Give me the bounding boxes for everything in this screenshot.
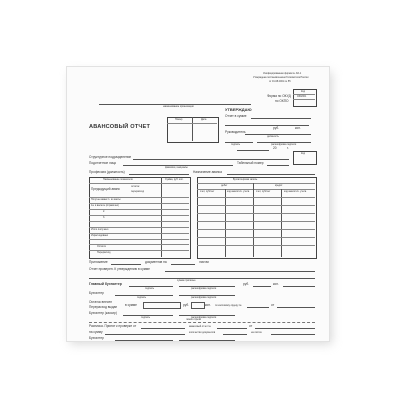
in-amount-label: в сумме — [125, 303, 137, 307]
summary-row-label: Итого получено — [91, 228, 109, 231]
summary-row-label: Предыдущий аванс — [91, 187, 120, 191]
receipt-from-word: от — [249, 324, 253, 328]
report-number-line — [217, 328, 247, 329]
profession-line — [129, 174, 189, 175]
sum-words-caption: сумма прописью — [177, 278, 196, 282]
on-sheets-label: на листах — [251, 330, 262, 334]
report-sum-label: Отчет в сумме — [225, 114, 247, 118]
okud-label: Форма по ОКУД — [267, 94, 291, 98]
checked-sum-words-line — [89, 278, 315, 279]
accounting-row-line — [197, 237, 315, 238]
code-header: Код — [301, 89, 306, 93]
accountant-decoding-caption: расшифровка подписи — [191, 295, 217, 299]
chief-signature-caption: подпись — [145, 286, 155, 290]
remainder-deposited-label: Остаток внесен — [89, 300, 113, 304]
sheets-label: листах — [199, 260, 210, 264]
kop-amount-box — [191, 302, 205, 309]
from-label: от — [271, 303, 275, 307]
decoding-caption: расшифровка подписи — [271, 142, 297, 146]
cash-order-date-line — [277, 307, 315, 308]
accounting-row-line — [197, 229, 315, 230]
cashier-decoding-caption: расшифровка подписи — [191, 315, 217, 319]
signature-caption: подпись — [231, 142, 241, 146]
fio-caption: фамилия, инициалы — [165, 165, 188, 169]
credit-label: кредит — [275, 184, 283, 187]
summary-row-label: Остаток — [97, 245, 106, 248]
summary-row-line — [89, 221, 189, 222]
summary-row-label: Израсходовано — [91, 234, 109, 237]
kop-amount-line — [283, 286, 315, 287]
structural-unit-label: Структурное подразделение — [89, 155, 132, 159]
summary-row-label: остаток — [131, 185, 140, 188]
chief-decoding-caption: расшифровка подписи — [191, 286, 217, 290]
receipt-label: Расписка. Принят к проверке от — [89, 324, 137, 328]
tabel-number-line — [267, 165, 289, 166]
year-word: г. — [287, 146, 289, 150]
accounting-entry-header: Бухгалтерская запись — [233, 178, 258, 181]
number-date-divider — [167, 123, 217, 124]
rub-label: руб. — [273, 125, 280, 130]
accountant-signature-caption: подпись — [137, 295, 147, 299]
number-column-label: Номер — [175, 118, 183, 121]
kop-label-3: коп. — [205, 303, 211, 307]
cashier-label: Бухгалтер (кассир) — [89, 311, 117, 315]
summary-row-label: 3. — [103, 216, 105, 219]
summary-row-label: Получен аванс 1. из кассы — [91, 198, 121, 201]
accounting-header-line — [197, 183, 315, 184]
receipt-accountant-signature-line — [115, 340, 173, 341]
accountable-person-label: Подотчетное лицо — [89, 161, 117, 165]
by-cash-order-label: по кассовому ордеру № — [215, 303, 242, 307]
receipt-accountant-label: Бухгалтер — [89, 335, 104, 340]
receipt-accountant-decoding-line — [179, 340, 235, 341]
documents-count-label: количество документов — [189, 330, 216, 334]
organization-caption: наименование организации — [163, 104, 194, 108]
on-sheets-line — [271, 334, 315, 335]
debit-analytics-label: код аналитич. учета — [227, 190, 250, 193]
unit-code-label: Код — [301, 151, 306, 155]
debit-label: дебет — [221, 184, 228, 187]
cut-line — [89, 322, 315, 323]
approved-by-label: Утверждена постановлением Госкомстата России — [253, 76, 309, 79]
summary-row-label: перерасход — [131, 190, 144, 193]
receipt-from-line — [141, 328, 185, 329]
report-title: АВАНСОВЫЙ ОТЧЕТ — [89, 124, 151, 130]
advance-report-sheet — [66, 66, 330, 342]
approved-date-label: от 01.08.2001 № 55 — [269, 80, 291, 83]
kop-label: коп. — [295, 125, 301, 130]
summary-table-divider — [161, 177, 162, 257]
tabel-number-label: Табельный номер — [237, 161, 264, 165]
appendix-label: Приложение — [89, 260, 108, 264]
documents-count-line — [223, 334, 247, 335]
documents-on-label: документов на — [145, 260, 167, 264]
okud-code: 0302001 — [297, 94, 307, 98]
advance-purpose-line — [227, 174, 315, 175]
rub-amount-line — [253, 286, 271, 287]
report-date-line — [255, 328, 315, 329]
credit-column-divider — [281, 189, 282, 257]
approve-title: УТВЕРЖДАЮ — [225, 107, 252, 112]
okpo-label: по ОКПО — [275, 99, 289, 103]
accountant-label: Бухгалтер — [89, 291, 104, 295]
summary-row-label: Перерасход — [97, 251, 111, 254]
rub-label-3: руб. — [183, 303, 190, 307]
year-prefix: 20 — [273, 146, 277, 150]
checked-label: Отчет проверен. К утверждению в сумме — [89, 267, 150, 271]
credit-subaccount-label: счет, субсчет — [256, 190, 271, 193]
debit-subaccount-label: счет, субсчет — [200, 190, 215, 193]
date-column-label: Дата — [201, 118, 207, 121]
summary-header-name: Наименование показателя — [103, 178, 133, 181]
checked-sum-line — [165, 271, 315, 272]
unified-form-label: Унифицированная форма № АО-1 — [263, 72, 302, 75]
head-label: Руководитель — [225, 130, 246, 134]
number-date-divider — [192, 117, 193, 141]
code-divider — [293, 99, 315, 100]
summary-row-line — [89, 239, 189, 240]
accounting-row-line — [197, 213, 315, 214]
sheets-count-line — [171, 264, 195, 265]
structural-unit-line — [133, 159, 289, 160]
rub-label-2: руб. — [243, 282, 250, 286]
cashier-signature-caption: подпись — [141, 315, 151, 319]
report-sum-line — [251, 118, 311, 119]
accounting-row-line — [197, 197, 315, 198]
debit-column-divider — [225, 189, 226, 257]
cut-line-label: линия отреза — [186, 318, 201, 321]
advance-report-no-label: авансовый отчет № — [189, 324, 211, 328]
accounting-row-line — [197, 221, 315, 222]
in-sum-label: на сумму — [89, 330, 103, 334]
overspend-issued-label: Перерасход выдан — [89, 305, 118, 309]
summary-table-header-line — [89, 183, 189, 184]
advance-purpose-label: Назначение аванса — [193, 170, 222, 174]
accounting-row-line — [197, 245, 315, 246]
position-caption: должность — [267, 134, 279, 138]
kop-label-2: коп. — [273, 282, 279, 286]
credit-analytics-label: код аналитич. учета — [284, 190, 307, 193]
summary-header-sum: Сумма, руб. коп. — [165, 178, 184, 181]
summary-row-label: 2. — [103, 210, 105, 213]
cash-order-number-line — [247, 307, 269, 308]
chief-accountant-label: Главный бухгалтер — [89, 282, 122, 286]
summary-row-label: 1а. в валюте (справочно) — [91, 204, 119, 207]
accounting-row-line — [197, 205, 315, 206]
profession-label: Профессия (должность) — [89, 170, 125, 174]
appendix-count-line — [111, 264, 141, 265]
in-sum-line — [105, 334, 185, 335]
approve-date-line — [237, 150, 269, 151]
remainder-amount-box — [143, 302, 181, 309]
